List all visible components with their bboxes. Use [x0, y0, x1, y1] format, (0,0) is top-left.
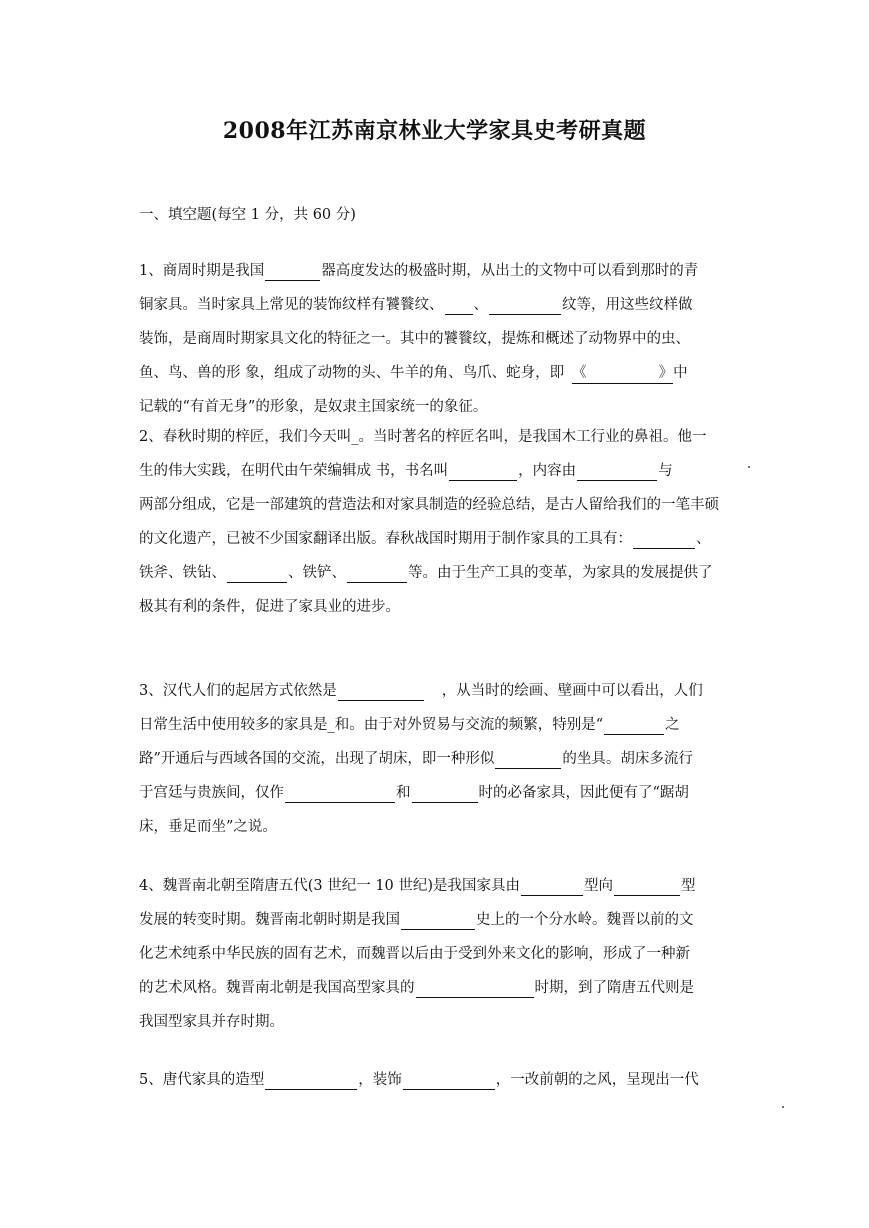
fill-blank — [265, 262, 320, 281]
q2-text: 的文化遗产，已被不少国家翻译出版。春秋战国时期用于制作家具的工具有： — [139, 531, 632, 547]
q3-line-1 — [139, 674, 739, 708]
q3-line-4 — [139, 776, 739, 810]
section-heading: 一、填空题(每空 1 分，共 60 分) — [139, 207, 356, 223]
q5-text: ，一改前朝的之风，呈现出一代 — [495, 1072, 699, 1088]
q4-text: 史上的一个分水岭。魏晋以前的文 — [476, 912, 694, 928]
q1-line-1 — [139, 254, 739, 288]
fill-blank — [489, 296, 561, 315]
fill-blank — [401, 911, 475, 930]
q4-line-2 — [139, 903, 739, 937]
q2-line-2 — [139, 454, 739, 488]
fill-blank — [614, 877, 680, 896]
q2-text: 铁斧、铁钻、 — [139, 565, 226, 581]
fill-blank — [633, 530, 695, 549]
q4-text: 型 — [681, 878, 696, 894]
fill-blank — [265, 1071, 357, 1090]
fill-blank — [449, 462, 517, 481]
q2-text: 生的伟大实践，在明代由午荣编辑成 书，书名叫 — [139, 463, 449, 479]
q3-line-2 — [139, 708, 739, 742]
question-5 — [139, 1063, 739, 1097]
q4-text: 4、魏晋南北朝至隋唐五代(3 世纪一 10 世纪)是我国家具由 — [139, 878, 521, 894]
fill-blank — [521, 877, 583, 896]
q3-text: 之 — [665, 717, 680, 733]
fill-blank — [445, 296, 473, 315]
fill-blank — [347, 564, 407, 583]
q4-text: 时期，到了隋唐五代则是 — [534, 980, 694, 996]
q4-text: 的艺术风格。魏晋南北朝是我国高型家具的 — [139, 980, 415, 996]
fill-blank — [285, 784, 395, 803]
q1-text: 纹等，用这些纹样做 — [562, 297, 693, 313]
q2-text: 、 — [696, 531, 711, 547]
q3-line-3 — [139, 742, 739, 776]
q1-line-5: 记载的“有首无身”的形象，是奴隶主国家统一的象征。 — [139, 399, 488, 415]
q1-text: 鱼、鸟、兽的形 象，组成了动物的头、牛羊的角、鸟爪、蛇身，即 — [139, 365, 565, 381]
q1-line-4 — [139, 356, 739, 390]
question-1 — [139, 254, 739, 424]
q5-text: 5、唐代家具的造型 — [139, 1072, 265, 1088]
q4-line-1 — [139, 869, 739, 903]
fill-blank — [403, 1071, 495, 1090]
q2-line-5 — [139, 556, 739, 590]
q3-text: 3、汉代人们的起居方式依然是 — [139, 683, 337, 699]
q1-text: 器高度发达的极盛时期，从出土的文物中可以看到那时的青 — [321, 263, 699, 279]
fill-blank — [412, 784, 478, 803]
fill-blank — [227, 564, 287, 583]
question-3 — [139, 674, 739, 844]
fill-blank — [604, 716, 664, 735]
q2-text: ，内容由 — [518, 463, 577, 479]
fill-blank — [416, 979, 534, 998]
q1-text: 1、商周时期是我国 — [139, 263, 265, 279]
fill-blank-book-title: 《 》 — [572, 363, 673, 384]
q1-text: 、 — [473, 297, 488, 313]
q2-line-1: 2、春秋时期的梓匠，我们今天叫_。当时著名的梓匠名叫，是我国木工行业的鼻祖。他一 — [139, 429, 707, 445]
page-title: 2008年江苏南京林业大学家具史考研真题 — [222, 118, 647, 144]
question-2 — [139, 420, 739, 624]
fill-blank — [338, 682, 424, 701]
fill-blank — [495, 750, 561, 769]
q3-text: 路”开通后与西域各国的交流，出现了胡床，即一种形似 — [139, 751, 495, 767]
q5-text: ，装饰 — [358, 1072, 402, 1088]
q3-text: ，从当时的绘画、壁画中可以看出，人们 — [441, 683, 703, 699]
q3-text: 的坐具。胡床多流行 — [562, 751, 693, 767]
q2-line-4 — [139, 522, 739, 556]
scan-speck — [748, 466, 750, 468]
q5-line-1 — [139, 1063, 739, 1097]
q2-text: 与 — [658, 463, 673, 479]
q1-text: 铜家具。当时家具上常见的装饰纹样有饕餮纹、 — [139, 297, 444, 313]
q3-text: 时的必备家具，因此便有了“踞胡 — [478, 785, 689, 801]
fill-blank — [577, 462, 657, 481]
q3-text: 和 — [396, 785, 411, 801]
q4-text: 型向 — [584, 878, 614, 894]
q4-line-5: 我国型家具并存时期。 — [139, 1014, 284, 1030]
q2-text: 、铁铲、 — [288, 565, 346, 581]
q1-line-3: 装饰，是商周时期家具文化的特征之一。其中的饕餮纹，提炼和概述了动物界中的虫、 — [139, 331, 690, 347]
q4-line-4 — [139, 971, 739, 1005]
q4-text: 发展的转变时期。魏晋南北朝时期是我国 — [139, 912, 400, 928]
q1-text: 中 — [673, 365, 688, 381]
q2-line-6: 极其有利的条件，促进了家具业的进步。 — [139, 599, 400, 615]
q3-text: 于宫廷与贵族间，仅作 — [139, 785, 284, 801]
question-4 — [139, 869, 739, 1039]
q2-line-3: 两部分组成，它是一部建筑的营造法和对家具制造的经验总结，是古人留给我们的一笔丰硕 — [139, 497, 719, 513]
q4-line-3: 化艺术纯系中华民族的固有艺术，而魏晋以后由于受到外来文化的影响，形成了一种新 — [139, 946, 690, 962]
q3-line-5: 床，垂足而坐”之说。 — [139, 819, 277, 835]
scan-speck — [782, 1106, 784, 1108]
q3-text: 日常生活中使用较多的家具是_和。由于对外贸易与交流的频繁，特别是“ — [139, 717, 604, 733]
q2-text: 等。由于生产工具的变革，为家具的发展提供了 — [408, 565, 713, 581]
q1-line-2 — [139, 288, 739, 322]
